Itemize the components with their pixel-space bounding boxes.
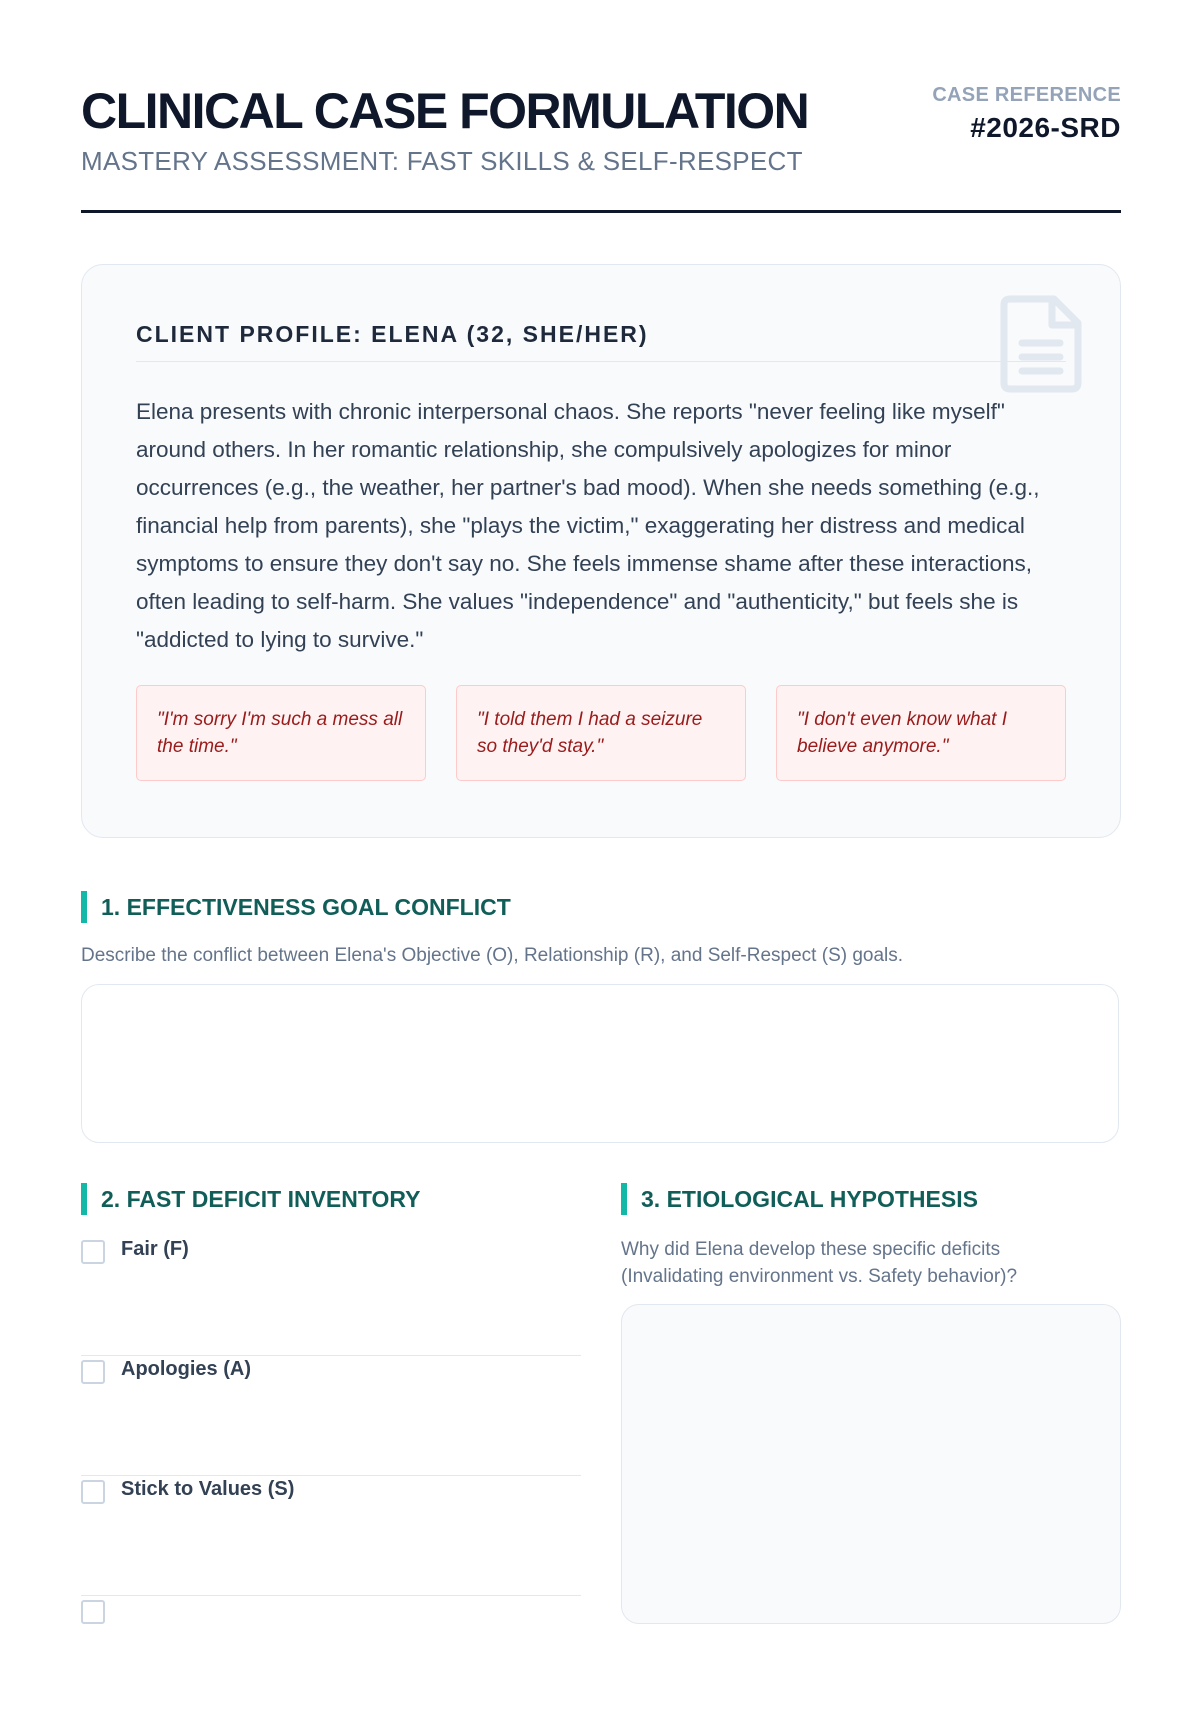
client-profile-description: Elena presents with chronic interpersonal chaos. She reports "never feeling like myself" around others. In her romantic relationship, she compulsively apologizes for minor occurrences (e.g., the weather, her partner's bad mood). When she needs something (e.g., financial help from parents), she "plays the victim," exaggerating her distress and medical symptoms to ensure they don't say no. She feels immense shame after these interactions, often leading to self-harm. She values "independence" and "authenticity," but feels she is "addicted to lying to survive." — [136, 399, 1040, 652]
client-quote-card: "I don't even know what I believe anymore." — [776, 685, 1066, 781]
section-1-title: 1. EFFECTIVENESS GOAL CONFLICT — [81, 891, 511, 923]
case-reference-value: #2026-SRD — [970, 112, 1121, 143]
fair-checkbox[interactable] — [81, 1240, 105, 1264]
client-quote-card: "I'm sorry I'm such a mess all the time." — [136, 685, 426, 781]
section-2-title: 2. FAST DEFICIT INVENTORY — [81, 1183, 420, 1215]
deficit-label: Apologies (A) — [121, 1358, 251, 1380]
deficit-item-apologies — [81, 1356, 581, 1476]
goal-conflict-answer-field[interactable] — [81, 984, 1119, 1143]
section-3-prompt: Why did Elena develop these specific deficits (Invalidating environment vs. Safety behavior)? — [621, 1239, 1018, 1287]
deficit-label: Fair (F) — [121, 1238, 189, 1260]
apologies-checkbox[interactable] — [81, 1360, 105, 1384]
section-3-title: 3. ETIOLOGICAL HYPOTHESIS — [621, 1183, 978, 1215]
case-reference-label: CASE REFERENCE — [932, 84, 1121, 106]
deficit-label: Stick to Values (S) — [121, 1478, 295, 1500]
deficit-item-stick-to-values — [81, 1476, 581, 1596]
page-title: CLINICAL CASE FORMULATION — [81, 83, 809, 139]
deficit-item-truthful — [81, 1596, 581, 1716]
client-profile-card — [81, 264, 1121, 838]
etiological-hypothesis-answer-field[interactable] — [621, 1304, 1121, 1624]
stick-to-values-checkbox[interactable] — [81, 1480, 105, 1504]
deficit-item-fair — [81, 1236, 581, 1356]
page-header — [81, 84, 1121, 213]
section-1-prompt: Describe the conflict between Elena's Objective (O), Relationship (R), and Self-Respect (S) goals. — [81, 945, 904, 966]
truthful-checkbox[interactable] — [81, 1600, 105, 1624]
client-quote-card: "I told them I had a seizure so they'd stay." — [456, 685, 746, 781]
client-profile-title: CLIENT PROFILE: ELENA (32, SHE/HER) — [136, 321, 1066, 362]
client-quotes — [136, 685, 1066, 781]
page-subtitle: MASTERY ASSESSMENT: FAST SKILLS & SELF-RESPECT — [81, 146, 803, 176]
